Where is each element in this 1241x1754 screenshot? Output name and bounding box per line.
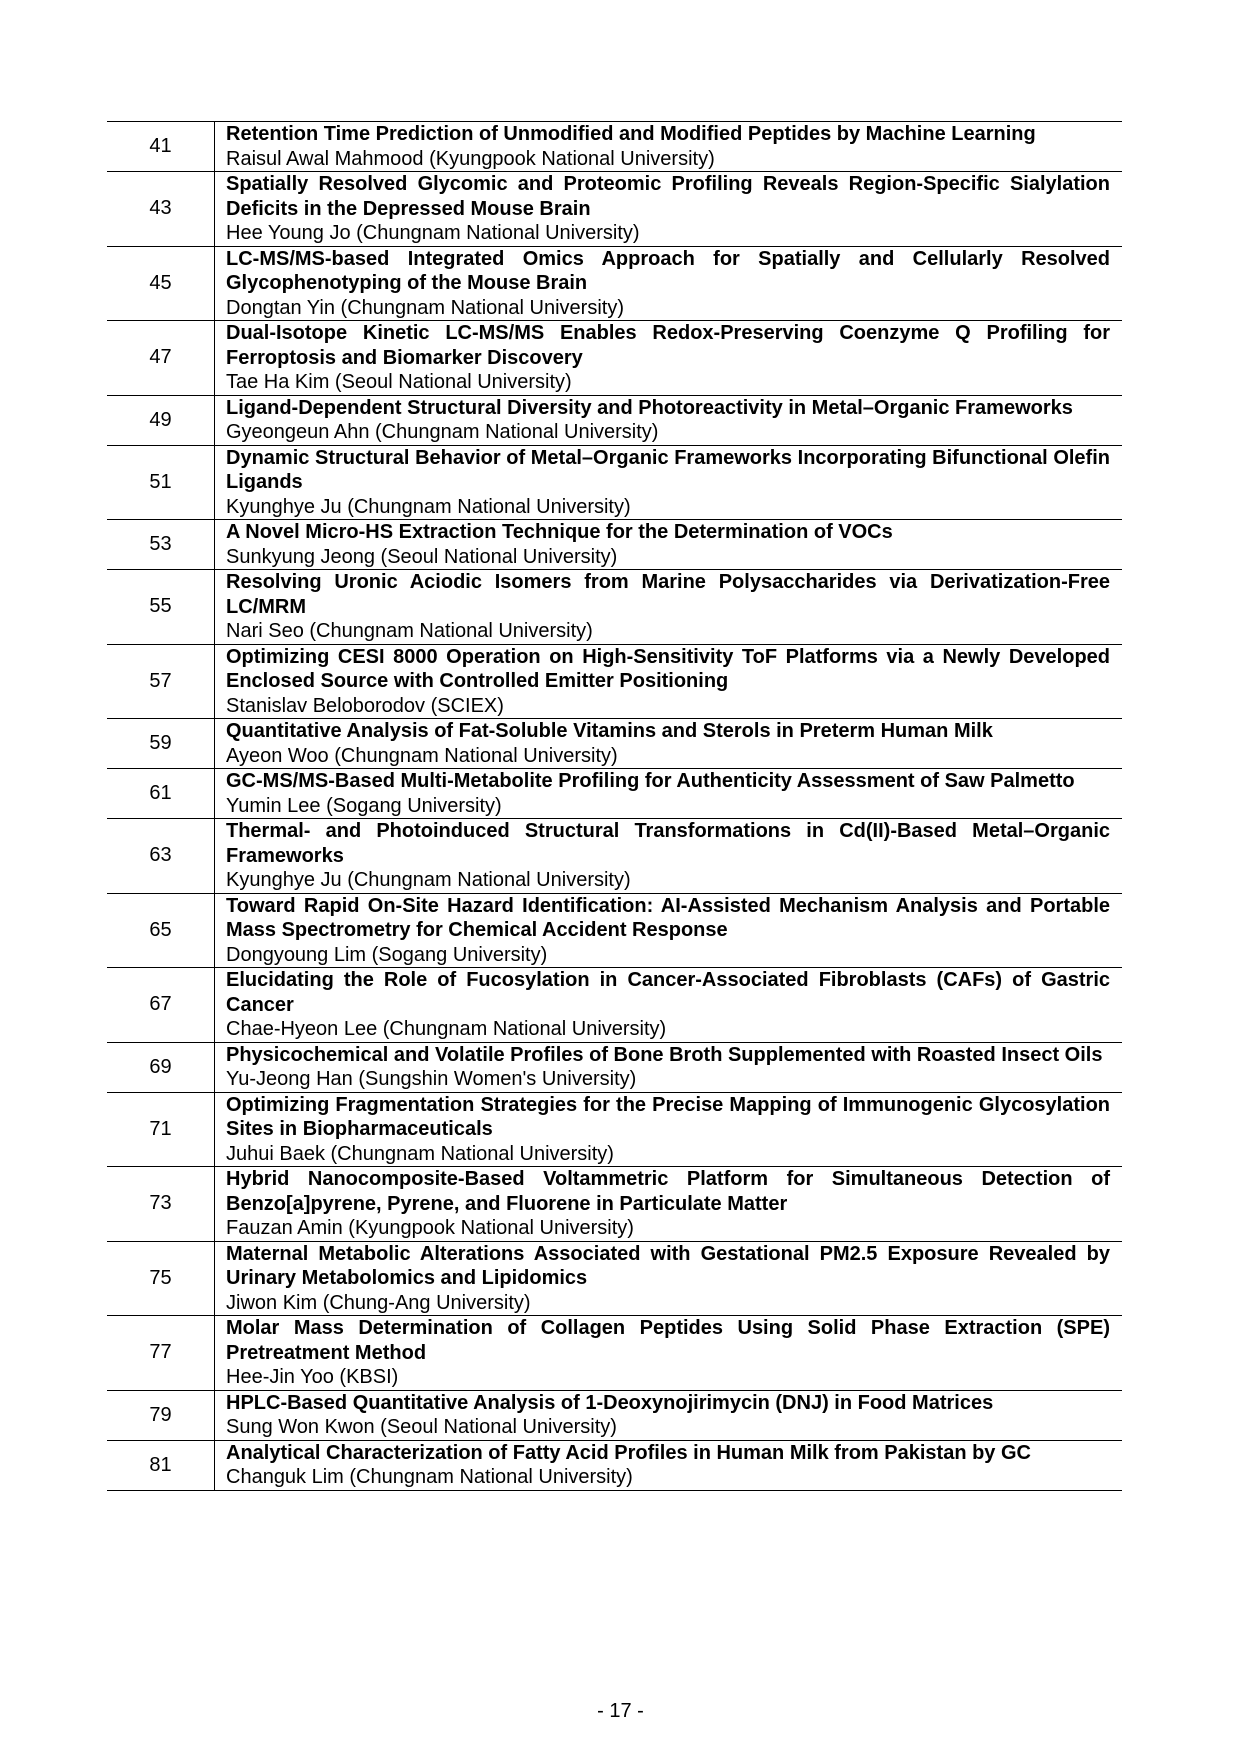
presentation-title: Resolving Uronic Aciodic Isomers from Marine Polysaccharides via Derivatization-Free LC/MRM	[226, 571, 1110, 618]
presenter-affiliation: Yumin Lee (Sogang University)	[226, 794, 502, 817]
presenter-affiliation: Stanislav Beloborodov (SCIEX)	[226, 694, 504, 717]
presentation-entry-cell	[215, 819, 1123, 894]
presentation-entry-cell	[215, 570, 1123, 645]
page-number-cell: 45	[107, 246, 215, 321]
table-row	[107, 1440, 1122, 1490]
presentation-entry-cell	[215, 1390, 1123, 1440]
page-number-cell: 55	[107, 570, 215, 645]
page-number-cell: 67	[107, 968, 215, 1043]
table-row	[107, 644, 1122, 719]
presentation-table-body	[107, 122, 1122, 1491]
page-number-cell: 61	[107, 769, 215, 819]
presentation-entry-cell	[215, 1241, 1123, 1316]
table-row	[107, 520, 1122, 570]
page-number-cell: 81	[107, 1440, 215, 1490]
page-number-cell: 57	[107, 644, 215, 719]
presenter-affiliation: Sunkyung Jeong (Seoul National University)	[226, 545, 618, 568]
page-number-cell: 71	[107, 1092, 215, 1167]
presentation-title: Spatially Resolved Glycomic and Proteomic Profiling Reveals Region-Specific Sialylation Deficits in the Depressed Mouse Brain	[226, 173, 1110, 220]
presenter-affiliation: Gyeongeun Ahn (Chungnam National University)	[226, 421, 659, 443]
table-row	[107, 395, 1122, 445]
presentation-entry-cell	[215, 520, 1123, 570]
presentation-title: Optimizing Fragmentation Strategies for the Precise Mapping of Immunogenic Glycosylation Sites in Biopharmaceuticals	[226, 1093, 1110, 1140]
presenter-affiliation: Hee-Jin Yoo (KBSI)	[226, 1366, 399, 1388]
presentation-title: Retention Time Prediction of Unmodified and Modified Peptides by Machine Learning	[226, 123, 1036, 145]
presentation-entry-cell	[215, 1167, 1123, 1242]
presentation-title: Thermal- and Photoinduced Structural Transformations in Cd(II)-Based Metal–Organic Frameworks	[226, 820, 1110, 867]
table-row	[107, 122, 1122, 172]
presentation-title: Quantitative Analysis of Fat-Soluble Vitamins and Sterols in Preterm Human Milk	[226, 720, 993, 742]
page-number-cell: 75	[107, 1241, 215, 1316]
presentation-title: Optimizing CESI 8000 Operation on High-Sensitivity ToF Platforms via a Newly Developed Enclosed Source with Controlled Emitter Positioning	[226, 645, 1110, 692]
page-number-cell: 69	[107, 1042, 215, 1092]
presenter-affiliation: Sung Won Kwon (Seoul National University)	[226, 1416, 617, 1438]
presentation-entry-cell	[215, 1092, 1123, 1167]
presentation-entry-cell	[215, 172, 1123, 247]
table-row	[107, 321, 1122, 396]
presentation-title: A Novel Micro-HS Extraction Technique for the Determination of VOCs	[226, 521, 893, 543]
presentation-table	[107, 121, 1122, 1491]
table-row	[107, 1092, 1122, 1167]
table-row	[107, 819, 1122, 894]
table-row	[107, 1042, 1122, 1092]
presentation-title: Maternal Metabolic Alterations Associated with Gestational PM2.5 Exposure Revealed by Urinary Metabolomics and Lipidomics	[226, 1242, 1110, 1289]
presentation-entry-cell	[215, 122, 1123, 172]
table-row	[107, 719, 1122, 769]
table-row	[107, 445, 1122, 520]
table-row	[107, 1167, 1122, 1242]
presentation-entry-cell	[215, 1042, 1123, 1092]
page-number-cell: 43	[107, 172, 215, 247]
presenter-affiliation: Juhui Baek (Chungnam National University)	[226, 1142, 614, 1165]
presentation-title: Physicochemical and Volatile Profiles of Bone Broth Supplemented with Roasted Insect Oils	[226, 1043, 1103, 1066]
presentation-title: GC-MS/MS-Based Multi-Metabolite Profiling for Authenticity Assessment of Saw Palmetto	[226, 770, 1075, 792]
presentation-entry-cell	[215, 968, 1123, 1043]
page-number-cell: 41	[107, 122, 215, 172]
page-number-cell: 47	[107, 321, 215, 396]
presenter-affiliation: Nari Seo (Chungnam National University)	[226, 620, 593, 642]
page-number-cell: 49	[107, 395, 215, 445]
page-number-cell: 65	[107, 893, 215, 968]
table-row	[107, 1390, 1122, 1440]
presenter-affiliation: Raisul Awal Mahmood (Kyungpook National University)	[226, 147, 715, 170]
table-row	[107, 172, 1122, 247]
presentation-title: Molar Mass Determination of Collagen Peptides Using Solid Phase Extraction (SPE) Pretreatment Method	[226, 1317, 1110, 1364]
presenter-affiliation: Yu-Jeong Han (Sungshin Women's University)	[226, 1068, 637, 1090]
presentation-title: Dynamic Structural Behavior of Metal–Organic Frameworks Incorporating Bifunctional Olefin Ligands	[226, 446, 1110, 493]
presentation-title: Ligand-Dependent Structural Diversity and Photoreactivity in Metal–Organic Frameworks	[226, 396, 1073, 419]
table-row	[107, 893, 1122, 968]
presentation-entry-cell	[215, 395, 1123, 445]
table-row	[107, 570, 1122, 645]
table-row	[107, 1316, 1122, 1391]
presentation-entry-cell	[215, 321, 1123, 396]
presentation-title: Elucidating the Role of Fucosylation in Cancer-Associated Fibroblasts (CAFs) of Gastric Cancer	[226, 969, 1110, 1016]
presentation-title: Hybrid Nanocomposite-Based Voltammetric Platform for Simultaneous Detection of Benzo[a]pyrene, Pyrene, and Fluorene in Particulate Matter	[226, 1168, 1110, 1215]
presenter-affiliation: Chae-Hyeon Lee (Chungnam National University)	[226, 1018, 667, 1040]
presentation-entry-cell	[215, 1440, 1123, 1490]
table-row	[107, 246, 1122, 321]
presentation-entry-cell	[215, 644, 1123, 719]
page-number-cell: 79	[107, 1390, 215, 1440]
presentation-title: HPLC-Based Quantitative Analysis of 1-Deoxynojirimycin (DNJ) in Food Matrices	[226, 1391, 994, 1414]
presentation-entry-cell	[215, 1316, 1123, 1391]
presenter-affiliation: Ayeon Woo (Chungnam National University)	[226, 744, 618, 767]
presenter-affiliation: Kyunghye Ju (Chungnam National University)	[226, 869, 631, 891]
table-row	[107, 968, 1122, 1043]
page-number: - 17 -	[597, 1700, 644, 1722]
presenter-affiliation: Tae Ha Kim (Seoul National University)	[226, 371, 572, 393]
presenter-affiliation: Fauzan Amin (Kyungpook National University)	[226, 1217, 634, 1239]
page-number-cell: 63	[107, 819, 215, 894]
presentation-entry-cell	[215, 719, 1123, 769]
page-number-cell: 51	[107, 445, 215, 520]
presentation-title: Toward Rapid On-Site Hazard Identification: AI-Assisted Mechanism Analysis and Portable Mass Spectrometry for Chemical Accident Response	[226, 894, 1110, 941]
page-number-cell: 73	[107, 1167, 215, 1242]
presentation-title: Dual-Isotope Kinetic LC-MS/MS Enables Redox-Preserving Coenzyme Q Profiling for Ferroptosis and Biomarker Discovery	[226, 322, 1110, 369]
presenter-affiliation: Hee Young Jo (Chungnam National University)	[226, 222, 640, 244]
page-number-cell: 77	[107, 1316, 215, 1391]
presenter-affiliation: Dongtan Yin (Chungnam National University)	[226, 296, 624, 319]
presenter-affiliation: Changuk Lim (Chungnam National University)	[226, 1466, 633, 1488]
presentation-entry-cell	[215, 893, 1123, 968]
table-row	[107, 769, 1122, 819]
page-number-cell: 53	[107, 520, 215, 570]
presenter-affiliation: Jiwon Kim (Chung-Ang University)	[226, 1291, 531, 1314]
presentation-entry-cell	[215, 769, 1123, 819]
presentation-entry-cell	[215, 246, 1123, 321]
presentation-title: Analytical Characterization of Fatty Acid Profiles in Human Milk from Pakistan by GC	[226, 1441, 1031, 1464]
presentation-entry-cell	[215, 445, 1123, 520]
presenter-affiliation: Kyunghye Ju (Chungnam National University)	[226, 495, 631, 518]
presentation-title: LC-MS/MS-based Integrated Omics Approach for Spatially and Cellularly Resolved Glycophenotyping of the Mouse Brain	[226, 247, 1110, 294]
presenter-affiliation: Dongyoung Lim (Sogang University)	[226, 943, 548, 966]
table-row	[107, 1241, 1122, 1316]
page-number-cell: 59	[107, 719, 215, 769]
